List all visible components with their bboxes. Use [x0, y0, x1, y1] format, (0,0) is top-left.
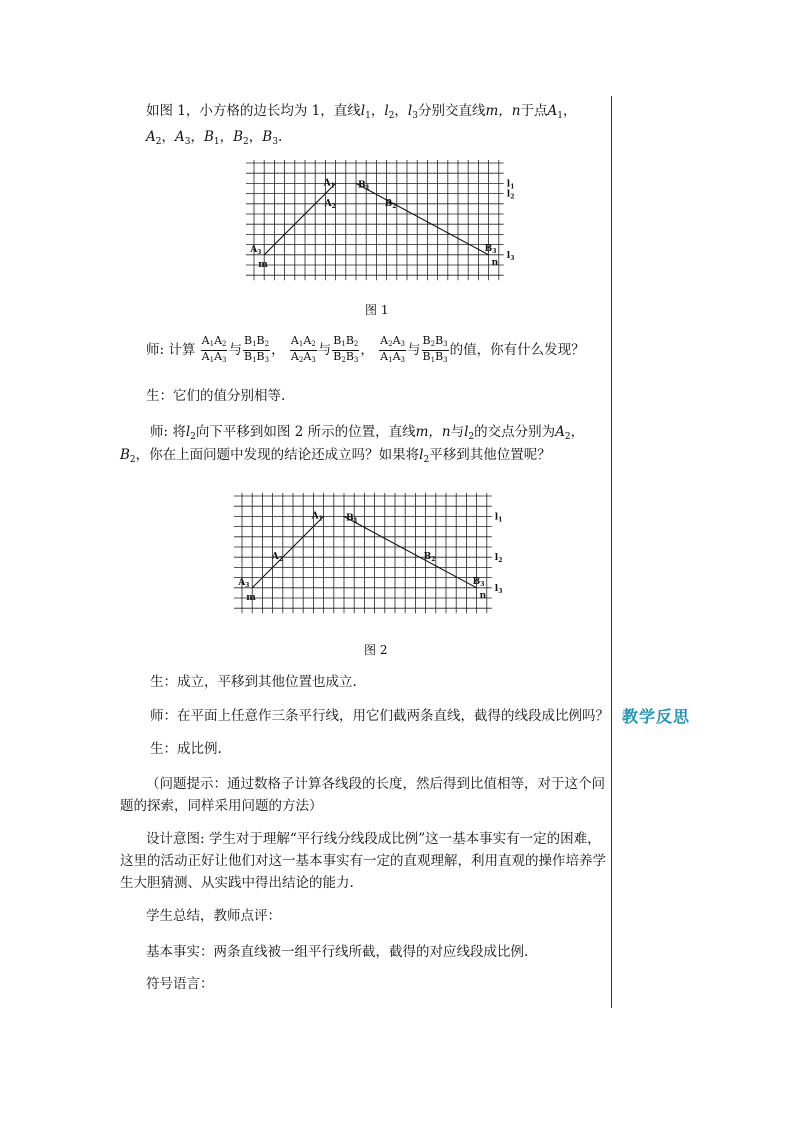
symbol-language: 符号语言：	[146, 976, 214, 992]
intro-line-1: 如图 1，小方格的边长均为 1，直线$l_1$，$l_2$，$l_3$分别交直线m，n于点$A_1$，	[146, 103, 577, 121]
label-n: n	[479, 590, 487, 601]
summary-line: 学生总结，教师点评：	[146, 908, 281, 924]
label-l2: $l_2$	[506, 189, 515, 201]
fraction-6: $\frac{B_2B_3}{B_1B_3}$	[422, 334, 448, 364]
label-m: m	[246, 592, 256, 603]
intro-line-2: $A_2$，$A_3$，$B_1$，$B_2$，$B_3$.	[146, 129, 283, 147]
fraction-5: $\frac{A_2A_3}{A_1A_3}$	[380, 334, 406, 364]
question-2-line-2: $B_2$，你在上面问题中发现的结论还成立吗？如果将$l_2$平移到其他位置呢？	[120, 447, 551, 465]
figure-1-grid	[246, 160, 515, 285]
figure-1-caption: 图 1	[365, 303, 389, 317]
label-B2: $B_2$	[384, 198, 397, 210]
answer-2: 生：成立，平移到其他位置也成立.	[150, 674, 357, 690]
label-l1: $l_1$	[506, 179, 515, 191]
line-m	[252, 516, 323, 587]
figure-2-caption: 图 2	[364, 643, 388, 657]
fraction-2: $\frac{B_1B_2}{B_1B_3}$	[243, 334, 270, 364]
label-l1: $l_1$	[494, 512, 503, 524]
design-intent-paragraph: 设计意图: 学生对于理解“平行线分线段成比例”这一基本事实有一定的困难，这里的活动正好让他们对这一基本事实有一定的直观理解，利用直观的操作培养学生大胆猜测、从实践中得出结论的能力.	[120, 831, 606, 891]
column-divider	[611, 96, 612, 1008]
label-n: n	[491, 257, 499, 268]
label-B1: $B_1$	[346, 513, 358, 525]
label-B3: $B_3$	[484, 243, 497, 255]
basic-fact: 基本事实：两条直线被一组平行线所截，截得的对应线段成比例.	[146, 944, 529, 960]
label-A3: $A_3$	[238, 577, 250, 589]
label-B1: $B_1$	[358, 180, 370, 192]
label-l2: $l_2$	[494, 553, 503, 565]
question-3: 师：在平面上任意作三条平行线，用它们截两条直线，截得的线段成比例吗？	[150, 708, 609, 724]
answer-3: 生：成比例.	[150, 741, 222, 757]
label-l3: $l_3$	[506, 250, 515, 262]
label-A2: $A_2$	[324, 198, 336, 210]
fraction-3: $\frac{A_1A_2}{A_2A_3}$	[290, 334, 316, 364]
fraction-4: $\frac{B_1B_2}{B_2B_3}$	[333, 334, 359, 364]
answer-1: 生：它们的值分别相等.	[146, 388, 286, 404]
hint-paragraph: （问题提示：通过数格子计算各线段的长度，然后得到比值相等，对于这个问题的探索，同样采用问题的方法）	[120, 776, 605, 814]
label-l3: $l_3$	[494, 583, 503, 595]
label-m: m	[258, 259, 268, 270]
fraction-1: $\frac{A_1A_2}{A_1A_3}$	[201, 334, 227, 364]
question-2-line-1: 师: 将$l_2$向下平移到如图 2 所示的位置，直线m，n与$l_2$的交点分别为$A_2$，	[150, 424, 585, 442]
label-A3: $A_3$	[250, 244, 262, 256]
label-A1: $A_1$	[323, 178, 335, 190]
line-m	[264, 183, 335, 254]
line-n	[344, 516, 477, 587]
label-B3: $B_3$	[472, 576, 485, 588]
question-1: 师: 计算 $\frac{A_1A_2}{A_1A_3}$ 与 $\frac{B_1B_2}{B_1B_3}$ ， $\frac{A_1A_2}{A_2A_3}$ 与 $\frac{B_1B_2}{B_2B_3}$ ， $\frac{A_2A_3}{A_1A_3}$ 与 $\frac{B_2B_3}{B_1B_3}$ 的值，你有什么发现？	[146, 334, 585, 364]
figure-2-grid	[234, 493, 503, 618]
line-n	[356, 183, 489, 254]
label-A2: $A_2$	[271, 552, 283, 564]
teaching-reflection-label: 教学反思	[622, 707, 691, 726]
label-A1: $A_1$	[311, 511, 323, 523]
label-B2: $B_2$	[423, 552, 436, 564]
